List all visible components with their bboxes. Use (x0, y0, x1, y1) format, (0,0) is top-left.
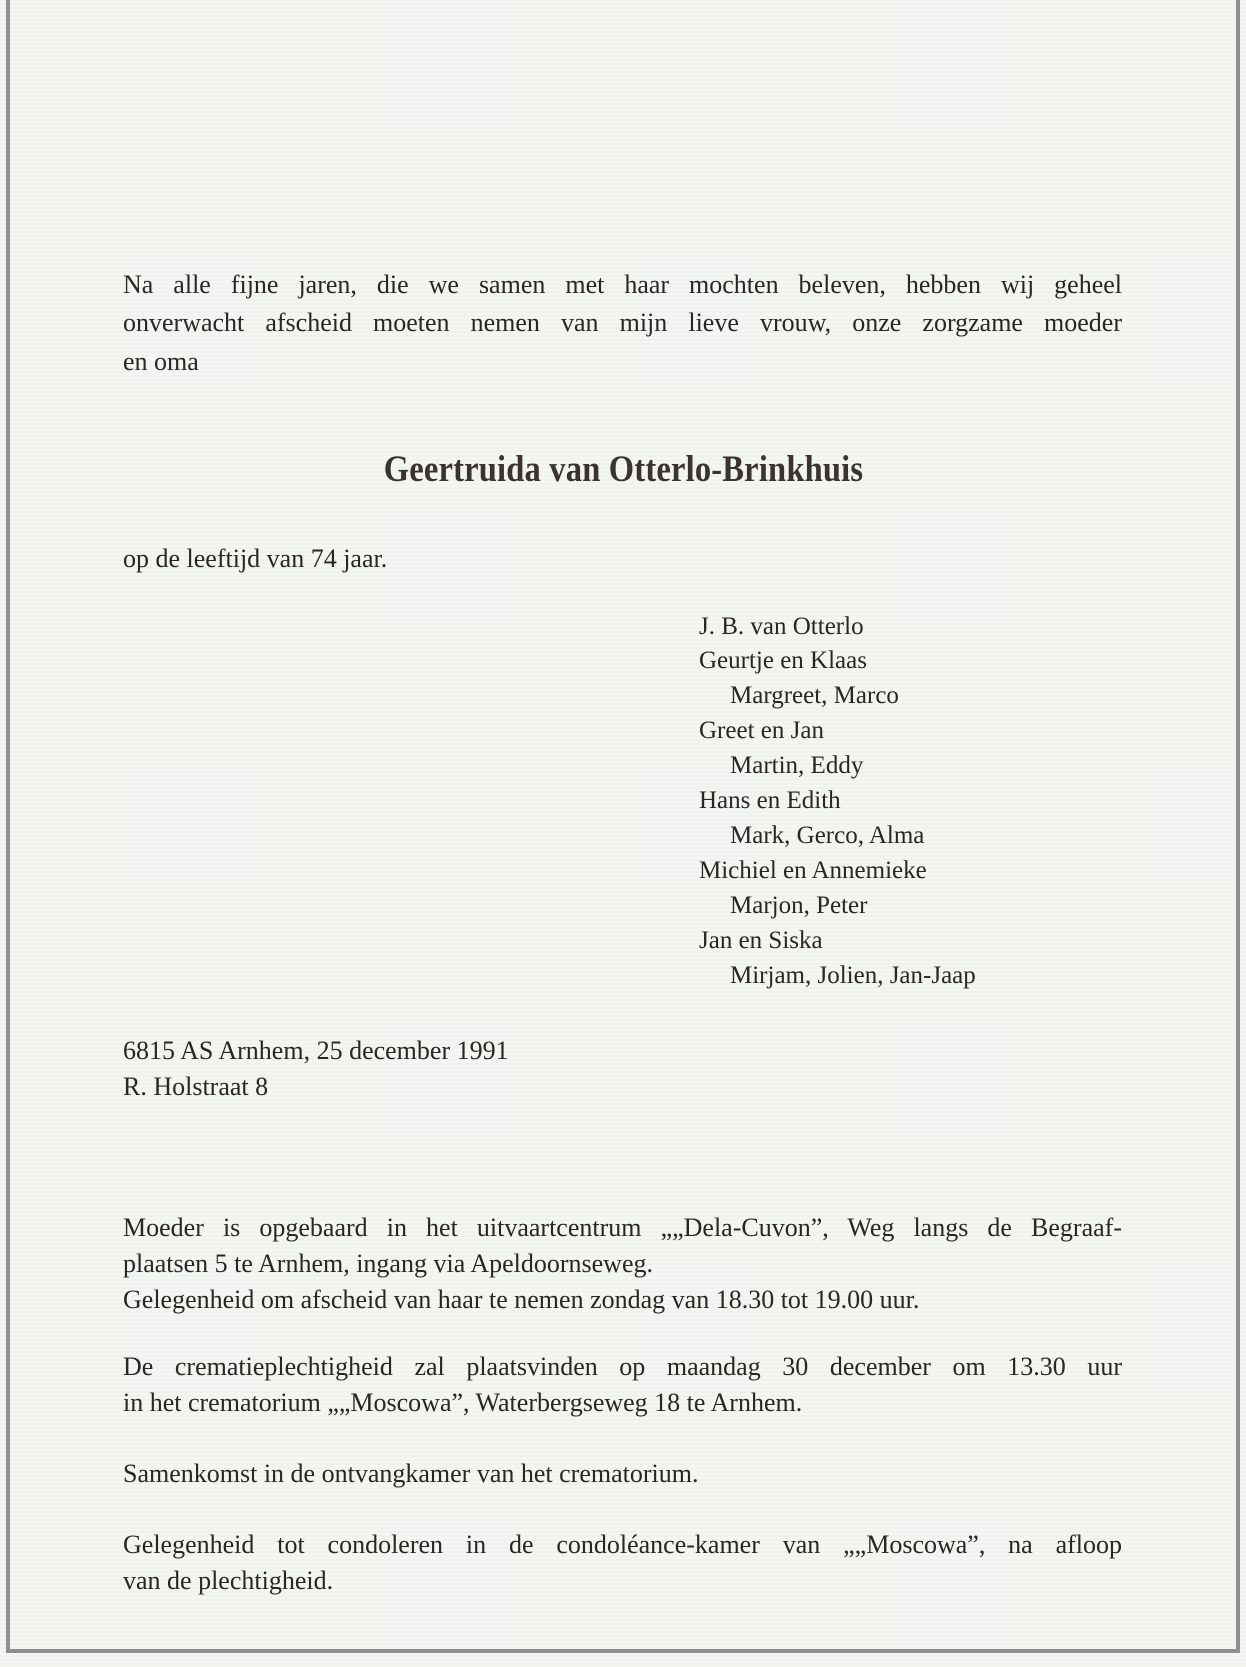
cremation-line-1: De crematieplechtigheid zal plaatsvinden op maandag 30 december om 13.30 uur (123, 1352, 1122, 1381)
intro-line-1: Na alle fijne jaren, die we samen met haar mochten beleven, hebben wij geheel (123, 270, 1122, 299)
family-grandchildren: Margreet, Marco (730, 682, 899, 709)
intro-line-2: onverwacht afscheid moeten nemen van mijn lieve vrouw, onze zorgzame moeder (123, 308, 1122, 337)
deceased-name-title: Geertruida van Otterlo-Brinkhuis (383, 449, 864, 490)
family-grandchildren: Martin, Eddy (730, 752, 864, 779)
family-member: Hans en Edith (699, 787, 841, 814)
frame-border-left (6, 0, 10, 1653)
viewing-line-2: plaatsen 5 te Arnhem, ingang via Apeldoornseweg. (123, 1249, 653, 1278)
viewing-line-1: Moeder is opgebaard in het uitvaartcentrum „„Dela-Cuvon”, Weg langs de Begraaf- (123, 1213, 1122, 1242)
frame-border-bottom (6, 1649, 1240, 1653)
address-street: R. Holstraat 8 (123, 1072, 269, 1101)
family-grandchildren: Mark, Gerco, Alma (730, 822, 925, 849)
intro-line-3: en oma (123, 347, 199, 376)
family-member: Jan en Siska (699, 927, 823, 954)
family-grandchildren: Mirjam, Jolien, Jan-Jaap (730, 962, 976, 989)
condolence-line-2: van de plechtigheid. (123, 1566, 334, 1595)
family-member: Geurtje en Klaas (699, 647, 867, 674)
cremation-line-2: in het crematorium „„Moscowa”, Waterbergseweg 18 te Arnhem. (123, 1388, 803, 1417)
viewing-line-3: Gelegenheid om afscheid van haar te nemen zondag van 18.30 tot 19.00 uur. (123, 1285, 920, 1314)
family-member: Greet en Jan (699, 717, 824, 744)
family-member: Michiel en Annemieke (699, 857, 927, 884)
age-line: op de leeftijd van 74 jaar. (123, 544, 388, 573)
frame-border-right (1236, 0, 1240, 1653)
condolence-line-1: Gelegenheid tot condoleren in de condoléance-kamer van „„Moscowa”, na afloop (123, 1530, 1122, 1559)
address-city-date: 6815 AS Arnhem, 25 december 1991 (123, 1036, 509, 1065)
family-grandchildren: Marjon, Peter (730, 892, 868, 919)
family-member: J. B. van Otterlo (699, 613, 864, 640)
gathering-line: Samenkomst in de ontvangkamer van het crematorium. (123, 1459, 699, 1488)
